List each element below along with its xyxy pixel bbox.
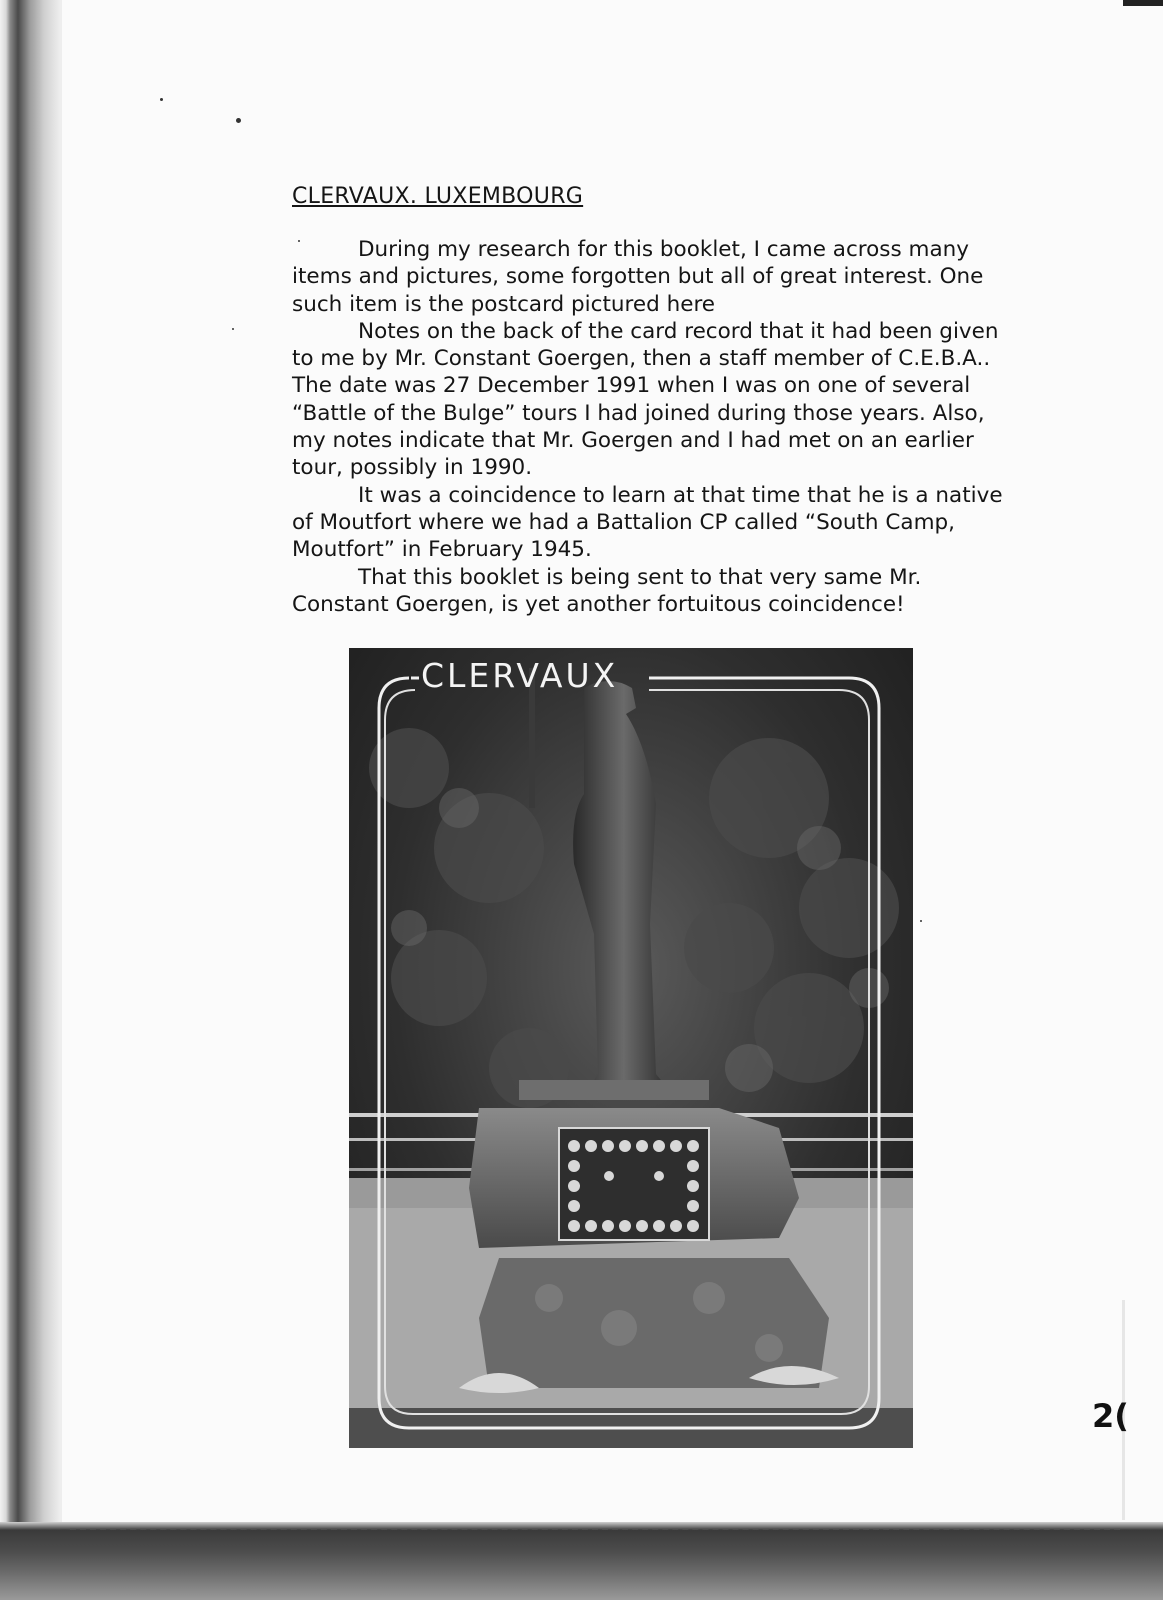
scan-top-right-mark <box>1123 0 1163 6</box>
scan-dash-line <box>70 1528 1120 1530</box>
paragraph: Notes on the back of the card record that it had been given to me by Mr. Constant Goergen, then a staff member of C.E.B.A.. The date was 27 December 1991 when I was on one of several “Battle of the Bulge” tours I had joined during those years. Also, my notes indicate that Mr. Goergen and I had met on an earlier tour, possibly in 1990. <box>292 318 999 481</box>
scan-left-edge <box>0 0 62 1600</box>
scan-speck <box>160 98 163 101</box>
scan-bottom-edge <box>0 1522 1163 1600</box>
postcard-photo <box>349 648 913 1448</box>
paragraph: During my research for this booklet, I came across many items and pictures, some forgotten but all of great interest. One such item is the postcard pictured here <box>292 237 984 317</box>
page-number: 2( <box>1092 1397 1129 1435</box>
scan-speck <box>920 920 922 922</box>
scan-speck <box>232 328 234 330</box>
page-title: CLERVAUX. LUXEMBOURG <box>292 184 584 209</box>
paragraph: It was a coincidence to learn at that time that he is a native of Moutfort where we had a Battalion CP called “South Camp, Moutfort” in February 1945. <box>292 482 1003 563</box>
scan-speck <box>236 118 241 123</box>
postcard-image <box>349 648 913 1448</box>
postcard-title: CLERVAUX <box>421 656 619 695</box>
body-text <box>292 236 1008 618</box>
paragraph: That this booklet is being sent to that very same Mr. Constant Goergen, is yet another fortuitous coincidence! <box>292 564 922 617</box>
